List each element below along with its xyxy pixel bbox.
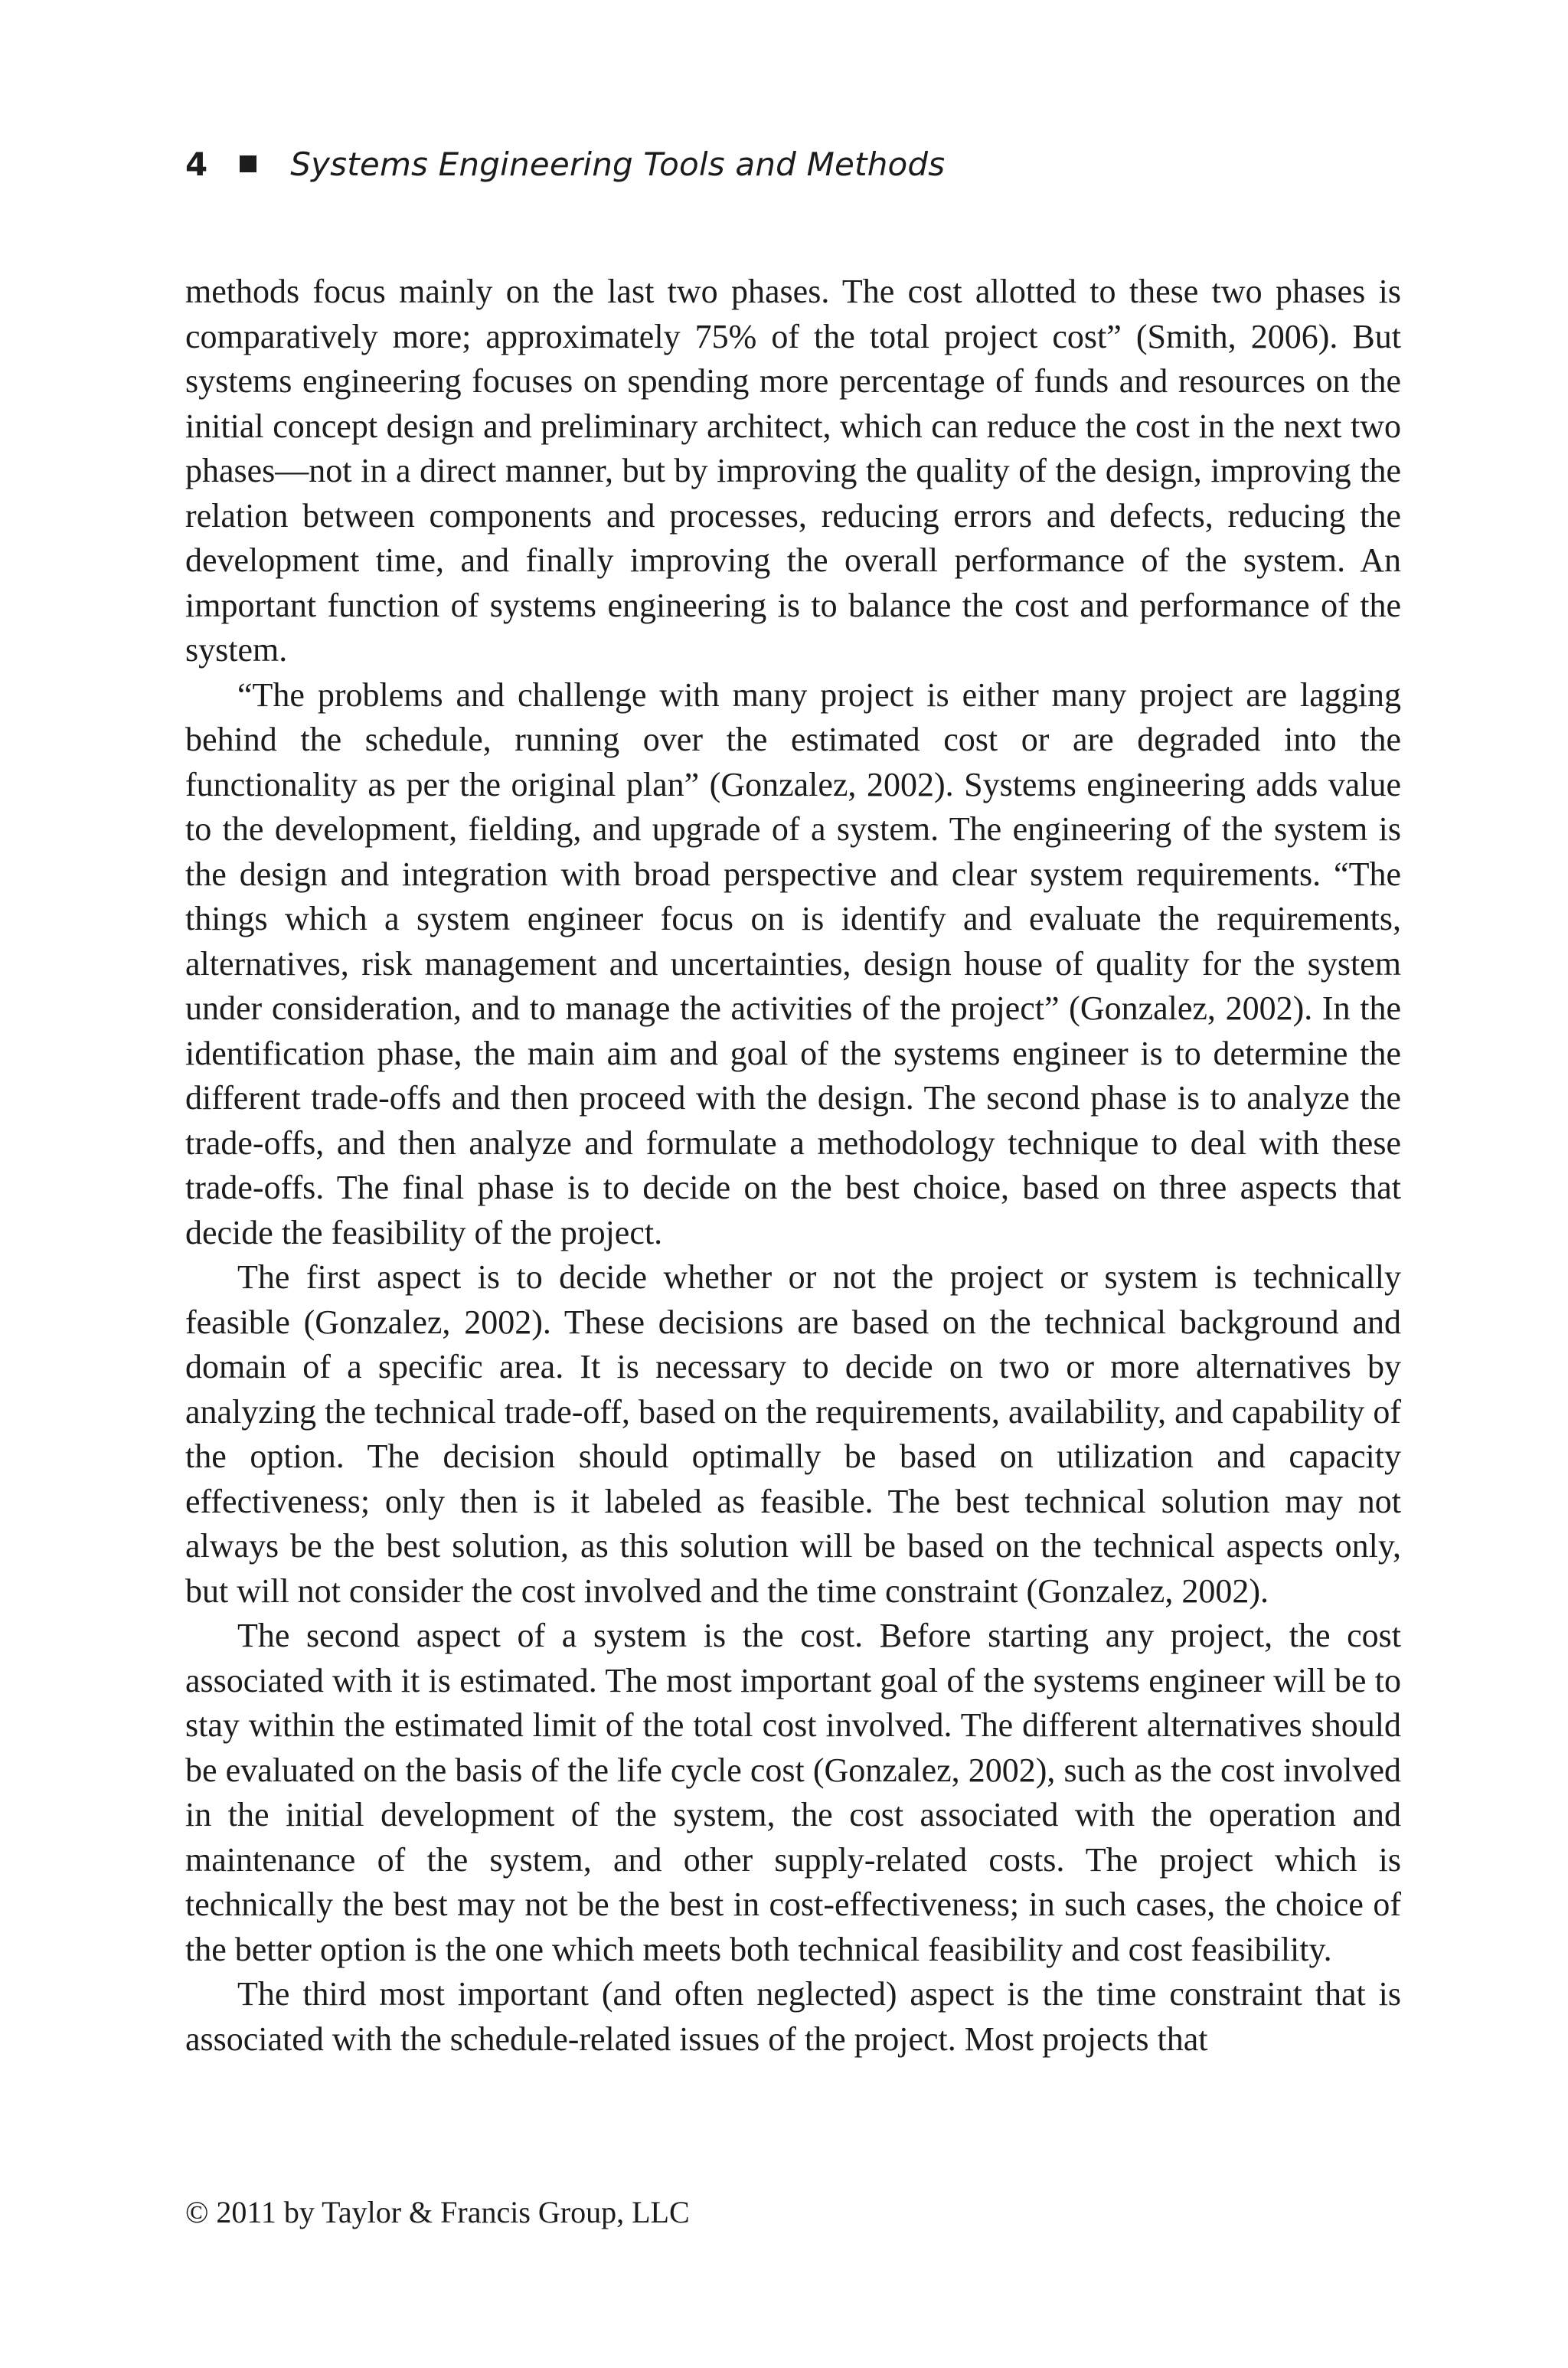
page-number: 4 — [185, 145, 208, 183]
book-title: Systems Engineering Tools and Methods — [290, 145, 946, 183]
paragraph-continuation: methods focus mainly on the last two phases. The cost allotted to these two phases is comparatively more; approximately 75% of the total project cost” (Smith, 2006). But systems engineering focuses on spending more percentage of funds and resources on the initial concept design and preliminary architect, which can reduce the cost in the next two phases—not in a direct manner, but by improving the quality of the design, improving the relation between components and processes, reducing errors and defects, reducing the development time, and finally improving the overall performance of the system. An important function of systems engineering is to balance the cost and performance of the system. — [185, 273, 1401, 669]
paragraph: The third most important (and often neglected) aspect is the time constraint that is associated with the schedule-related issues of the project. Most projects that — [185, 1975, 1401, 2058]
paragraph: The first aspect is to decide whether or not the project or system is technically feasible (Gonzalez, 2002). These decisions are based on the technical background and domain of a specific area. It is necessary to decide on two or more alternatives by analyzing the technical trade-off, based on the requirements, availability, and capability of the option. The decision should optimally be based on utilization and capacity effectiveness; only then is it labeled as feasible. The best technical solution may not always be the best solution, as this solution will be based on the technical aspects only, but will not consider the cost involved and the time constraint (Gonzalez, 2002). — [185, 1258, 1401, 1610]
square-bullet-icon — [240, 155, 256, 172]
body-text — [185, 270, 1401, 2062]
paragraph: “The problems and challenge with many project is either many project are lagging behind the schedule, running over the estimated cost or are degraded into the functionality as per the original plan” (Gonzalez, 2002). Systems engineering adds value to the development, fielding, and upgrade of a system. The engineering of the system is the design and integration with broad perspective and clear system requirements. “The things which a system engineer focus on is identify and evaluate the requirements, alternatives, risk management and uncertainties, design house of quality for the system under consideration, and to manage the activities of the project” (Gonzalez, 2002). In the identification phase, the main aim and goal of the systems engineer is to determine the different trade-offs and then proceed with the design. The second phase is to analyze the trade-offs, and then analyze and formulate a methodology technique to deal with these trade-offs. The final phase is to decide on the best choice, based on three aspects that decide the feasibility of the project. — [185, 675, 1401, 1251]
paragraph: The second aspect of a system is the cost. Before starting any project, the cost associated with it is estimated. The most important goal of the systems engineer will be to stay within the estimated limit of the total cost involved. The different alternatives should be evaluated on the basis of the life cycle cost (Gonzalez, 2002), such as the cost involved in the initial development of the system, the cost associated with the operation and maintenance of the system, and other supply-related costs. The project which is technically the best may not be the best in cost-effectiveness; in such cases, the choice of the better option is the one which meets both technical feasibility and cost feasibility. — [185, 1617, 1401, 1968]
copyright-footer: © 2011 by Taylor & Francis Group, LLC — [185, 2195, 690, 2229]
running-head — [185, 141, 945, 187]
